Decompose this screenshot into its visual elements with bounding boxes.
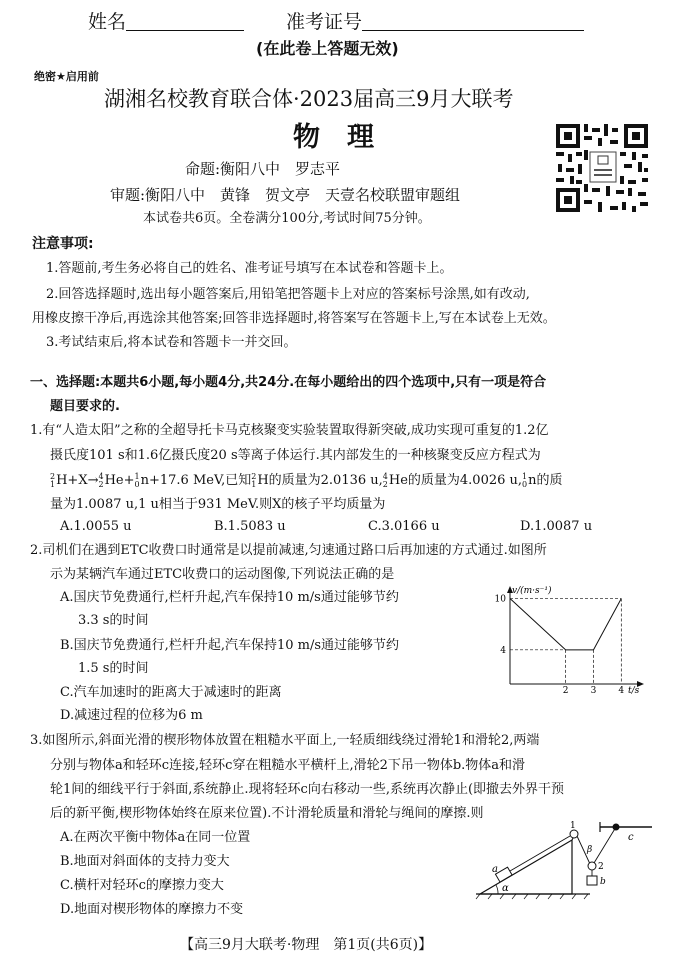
q2-line1: 2.司机们在遇到ETC收费口时通常是以提前减速,匀速通过路口后再加速的方式通过.如图所 (30, 543, 547, 558)
section1-heading-cont: 题目要求的. (50, 399, 120, 414)
name-line (88, 10, 244, 34)
rope-a-pulley1 (510, 836, 570, 871)
he4-iso: 4 2 (98, 471, 104, 489)
note-1: 1.答题前,考生务必将自己的姓名、准考证号填写在本试卷和答题卡上。 (46, 261, 453, 276)
x-axis-label: t/s (628, 686, 640, 694)
q2-option-b-cont: 1.5 s的时间 (78, 661, 149, 676)
pulley-diagram (470, 818, 660, 900)
note-2: 2.回答选择题时,选出每小题答案后,用铅笔把答题卡上对应的答案标号涂黑,如有改动, (46, 287, 530, 302)
x-tick-4: 4 (618, 686, 625, 694)
q3-line4: 后的新平衡,楔形物体始终在原来位置).不计滑轮质量和滑轮与绳间的摩擦.则 (50, 806, 484, 821)
rope-pulley2-ring (594, 827, 616, 863)
exam-title: 湖湘名校教育联合体·2023届高三9月大联考 (104, 87, 514, 111)
pulley2-label: 2 (598, 862, 604, 872)
n-iso-2: 1 0 (522, 471, 528, 489)
x-tick-2: 2 (562, 686, 569, 694)
q1-option-a[interactable]: A.1.0055 u (60, 519, 132, 534)
q1-line4: 量为1.0087 u,1 u相当于931 MeV.则X的核子平均质量为 (50, 497, 386, 512)
h2-iso-2: 2 1 (251, 471, 257, 489)
ring-c-label: c (628, 832, 634, 843)
qr-code (554, 122, 650, 214)
pulley1-label: 1 (570, 821, 576, 831)
q3-option-c[interactable]: C.横杆对轻环c的摩擦力变大 (60, 878, 224, 893)
ticket-label: 准考证号 (286, 11, 363, 33)
q3-option-a[interactable]: A.在两次平衡中物体a在同一位置 (60, 830, 251, 845)
name-label: 姓名 (88, 11, 127, 33)
y-axis-label: v/(m·s⁻¹) (512, 586, 552, 596)
alpha-label: α (502, 883, 509, 894)
n-iso: 1 0 (134, 471, 140, 489)
y-tick-10: 10 (494, 594, 506, 605)
block-b (587, 876, 597, 885)
note-2-cont: 用橡皮擦干净后,再选涂其他答案;回答非选择题时,将答案写在答题卡上,写在本试卷上无效。 (32, 311, 556, 326)
h2-iso: 2 1 (50, 471, 56, 489)
q2-option-d[interactable]: D.减速过程的位移为6 m (60, 708, 203, 723)
answer-notice: (在此卷上答题无效) (256, 39, 399, 58)
q2-option-b[interactable]: B.国庆节免费通行,栏杆升起,汽车保持10 m/s通过能够节约 (60, 638, 400, 653)
q2-line2: 示为某辆汽车通过ETC收费口的运动图像,下列说法正确的是 (50, 567, 395, 582)
q3-option-d[interactable]: D.地面对楔形物体的摩擦力不变 (60, 902, 244, 917)
pulley-1 (570, 830, 578, 838)
name-field[interactable] (126, 14, 244, 31)
exam-info: 本试卷共6页。全卷满分100分,考试时间75分钟。 (143, 211, 431, 226)
q2-option-a[interactable]: A.国庆节免费通行,栏杆升起,汽车保持10 m/s通过能够节约 (60, 590, 399, 605)
note-3: 3.考试结束后,将本试卷和答题卡一并交回。 (46, 335, 297, 350)
q1-line3: 2 1H+X→4 2He+1 0n+17.6 MeV,已知2 1H的质量为2.0136 u,4 2He的质量为4.0026 u,1 0n的质 (50, 471, 563, 489)
q3-line2: 分别与物体a和轻环c连接,轻环c穿在粗糙水平横杆上,滑轮2下吊一物体b.物体a和滑 (50, 758, 526, 773)
ring-c[interactable] (613, 824, 620, 831)
y-tick-4: 4 (500, 645, 506, 656)
q1-option-c[interactable]: C.3.0166 u (368, 519, 440, 534)
he4-iso-2: 4 2 (382, 471, 388, 489)
ground-hatch (476, 894, 588, 899)
velocity-series-line (510, 599, 621, 650)
q2-option-a-cont: 3.3 s的时间 (78, 613, 149, 628)
x-tick-3: 3 (590, 686, 597, 694)
q1-line2: 摄氏度101 s和1.6亿摄氏度20 s等离子体运行.其内部发生的一种核聚变反应方程式为 (50, 448, 541, 463)
q2-option-c[interactable]: C.汽车加速时的距离大于减速时的距离 (60, 685, 282, 700)
q3-line3: 轮1间的细线平行于斜面,系统静止.现将轻环c向右移动一些,系统再次静止(即撤去外界干预 (50, 782, 565, 797)
q1-line1: 1.有“人造太阳”之称的全超导托卡马克核聚变实验装置取得新突破,成功实现可重复的1.2亿 (30, 423, 549, 438)
ticket-line (286, 10, 584, 34)
page-footer: 【高三9月大联考·物理 第1页(共6页)】 (180, 937, 433, 953)
author-line: 命题:衡阳八中 罗志平 (185, 160, 341, 178)
section1-heading: 一、选择题:本题共6小题,每小题4分,共24分.在每小题给出的四个选项中,只有一项是符合 (30, 375, 547, 390)
reviewer-line: 审题:衡阳八中 黄锋 贺文亭 天壹名校联盟审题组 (110, 186, 461, 204)
vt-chart (488, 584, 648, 694)
q3-line1: 3.如图所示,斜面光滑的楔形物体放置在粗糙水平面上,一轻质细线绕过滑轮1和滑轮2,两端 (30, 733, 540, 748)
block-a-label: a (492, 864, 498, 875)
q1-option-b[interactable]: B.1.5083 u (214, 519, 286, 534)
q1-option-d[interactable]: D.1.0087 u (520, 519, 593, 534)
beta-label: β (587, 845, 593, 855)
q3-option-b[interactable]: B.地面对斜面体的支持力变大 (60, 854, 230, 869)
alpha-arc (496, 885, 498, 894)
notes-title: 注意事项: (32, 236, 94, 252)
secret-mark: 绝密★启用前 (34, 70, 99, 83)
ticket-field[interactable] (362, 14, 584, 31)
block-b-label: b (600, 877, 606, 887)
pulley-2 (588, 862, 596, 870)
subject-title: 物 理 (293, 122, 374, 153)
